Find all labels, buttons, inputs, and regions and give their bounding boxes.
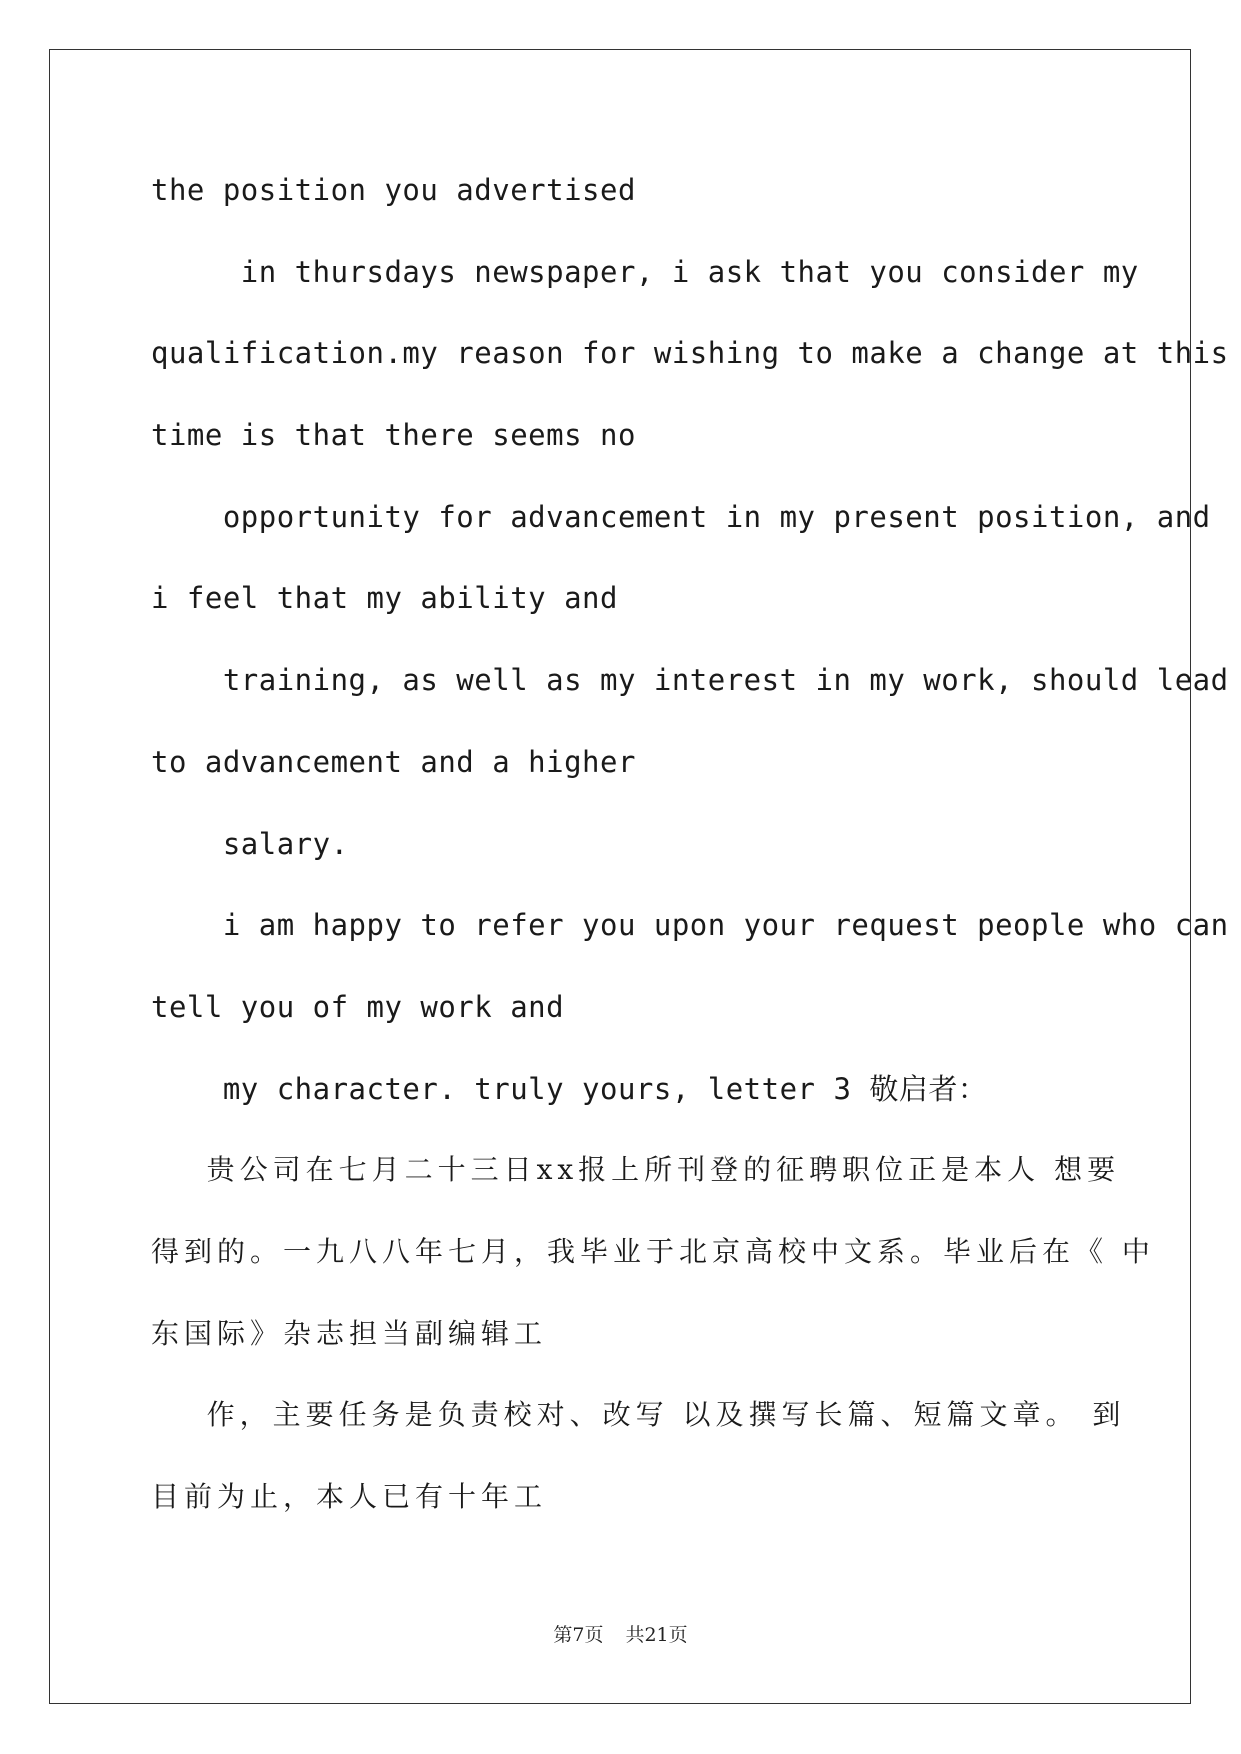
text-line: 东国际》杂志担当副编辑工: [151, 1316, 548, 1350]
text-line: 贵公司在七月二十三日xx报上所刊登的征聘职位正是本人 想要: [151, 1153, 1121, 1187]
text-line: time is that there seems no: [151, 418, 636, 453]
text-line: 目前为止，本人已有十年工: [151, 1480, 548, 1513]
text-line: qualification.my reason for wishing to make a change at this: [151, 336, 1229, 371]
text-line: 作，主要任务是负责校对、改写 以及撰写长篇、短篇文章。 到: [151, 1398, 1126, 1432]
text-line: the position you advertised: [151, 173, 636, 207]
text-line: i am happy to refer you upon your request people who can: [151, 908, 1229, 943]
text-line: in thursdays newspaper, i ask that you consider my: [151, 254, 1139, 289]
text-line: 得到的。一九八八年七月，我毕业于北京高校中文系。毕业后在《 中: [151, 1234, 1155, 1268]
text-line: tell you of my work and: [151, 989, 565, 1024]
text-line: opportunity for advancement in my present position, and: [151, 499, 1211, 534]
text-line: my character. truly yours, letter 3 敬启者：: [151, 1071, 988, 1106]
text-line: i feel that my ability and: [151, 581, 618, 616]
document-body: [151, 160, 1229, 1549]
text-line: salary.: [151, 826, 349, 861]
text-line: training, as well as my interest in my work, should lead: [151, 663, 1229, 698]
page-footer: [0, 1620, 1241, 1647]
text-line: to advancement and a higher: [151, 744, 636, 779]
page-number-current: 第7页: [553, 1624, 604, 1646]
page-number-total: 共21页: [625, 1624, 688, 1646]
